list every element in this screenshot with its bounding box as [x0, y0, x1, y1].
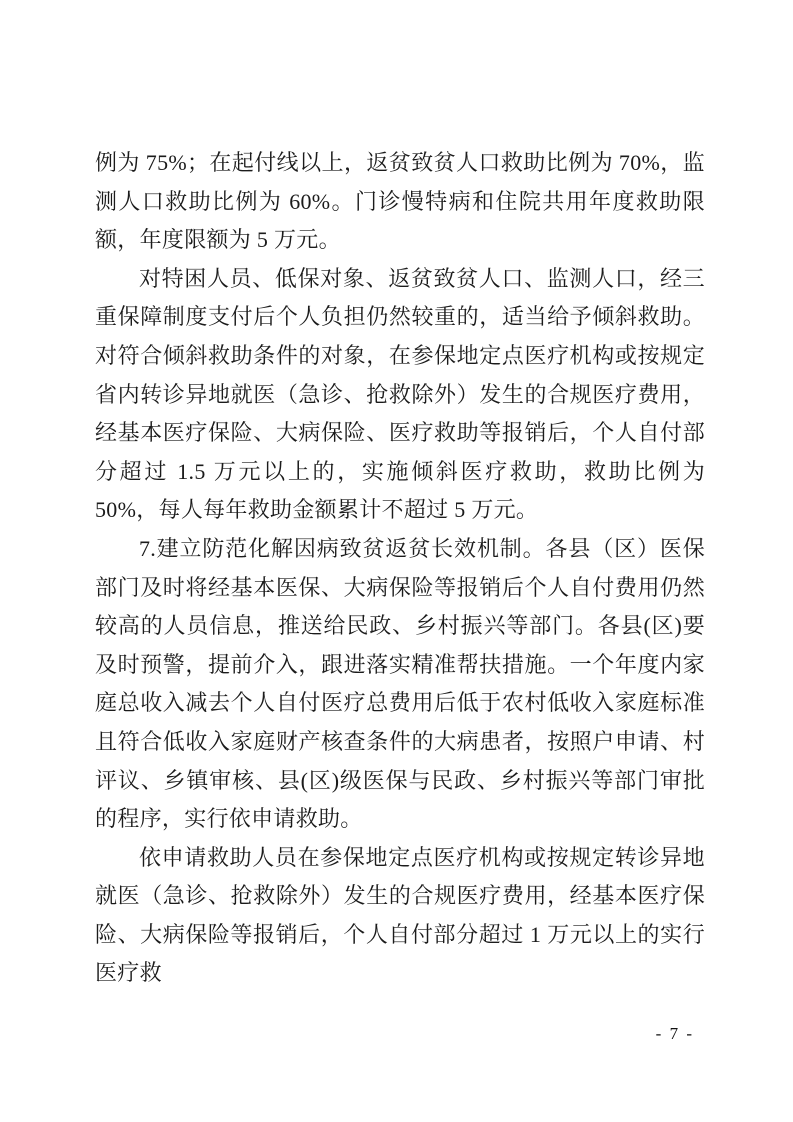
page-number: - 7 - — [655, 1024, 694, 1043]
paragraph-item-7-mechanism: 7.建立防范化解因病致贫返贫长效机制。各县（区）医保部门及时将经基本医保、大病保险等报销后个人自付费用仍然较高的人员信息，推送给民政、乡村振兴等部门。各县(区)要及时预警，提前介入，跟进落实精准帮扶措施。一个年度内家庭总收入减去个人自付医疗总费用后低于农村低收入家庭标准且符合低收入家庭财产核查条件的大病患者，按照户申请、村评议、乡镇审核、县(区)级医保与民政、乡村振兴等部门审批的程序，实行依申请救助。 — [95, 535, 705, 832]
paragraph-tilted-assistance: 对特困人员、低保对象、返贫致贫人口、监测人口，经三重保障制度支付后个人负担仍然较重的，适当给予倾斜救助。对符合倾斜救助条件的对象，在参保地定点医疗机构或按规定省内转诊异地就医（急诊、抢救除外）发生的合规医疗费用，经基本医疗保险、大病保险、医疗救助等报销后，个人自付部分超过 1.5 万元以上的，实施倾斜医疗救助，救助比例为 50%，每人每年救助金额累计不超过 5 万元。 — [95, 265, 705, 523]
paragraph-application-assistance: 依申请救助人员在参保地定点医疗机构或按规定转诊异地就医（急诊、抢救除外）发生的合规医疗费用，经基本医疗保险、大病保险等报销后，个人自付部分超过 1 万元以上的实行医疗救 — [95, 844, 705, 986]
document-body — [95, 144, 705, 993]
paragraph-continuation: 例为 75%；在起付线以上，返贫致贫人口救助比例为 70%，监测人口救助比例为 60%。门诊慢特病和住院共用年度救助限额，年度限额为 5 万元。 — [95, 150, 705, 253]
